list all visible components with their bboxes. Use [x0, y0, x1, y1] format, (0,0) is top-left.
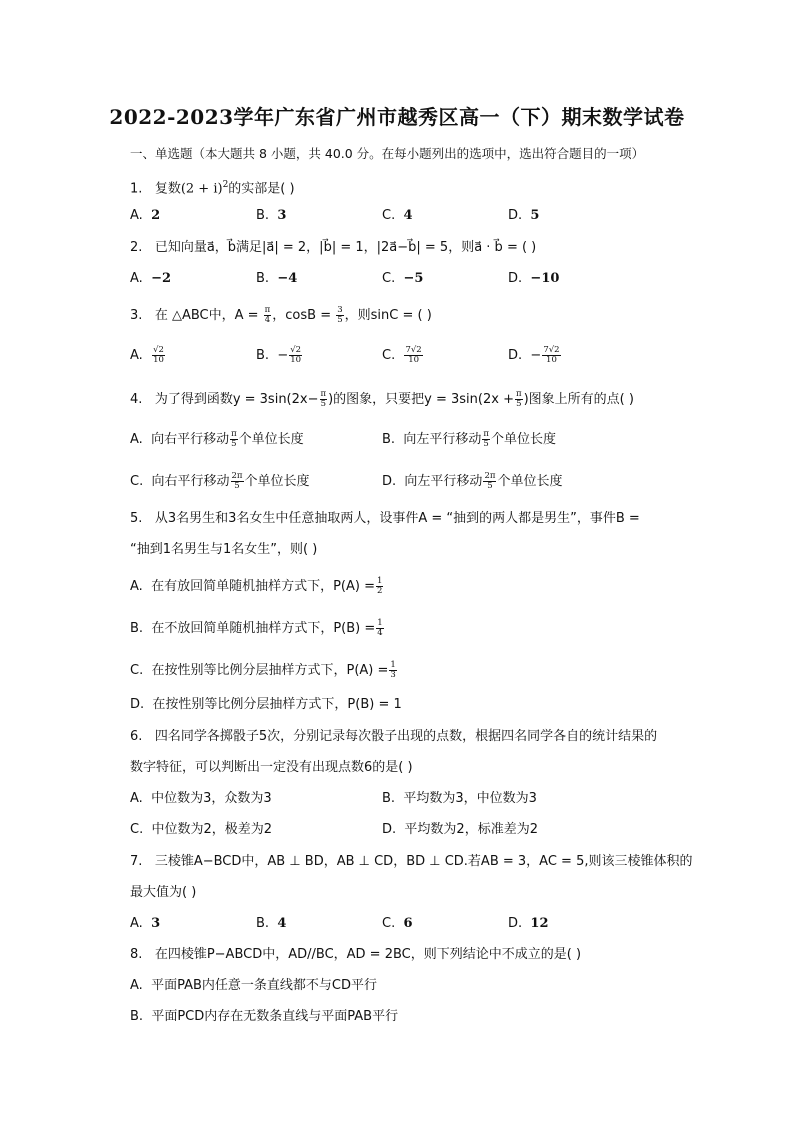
- option-c: C. 6: [382, 916, 413, 931]
- question-6: [130, 728, 657, 746]
- question-text: ，则sinC = ( ): [344, 308, 432, 323]
- option-d: D. 5: [508, 208, 540, 223]
- question-number: 8.: [130, 947, 143, 962]
- question-text: 在四棱锥P−ABCD中，AD//BC，AD = 2BC，则下列结论中不成立的是( ): [154, 947, 582, 962]
- option-b: B. −4: [256, 271, 298, 286]
- option-b: B. 3: [256, 208, 287, 223]
- option-c: C. 中位数为2，极差为2: [130, 822, 273, 837]
- question-6-continued: 数字特征，可以判断出一定没有出现点数6的是( ): [130, 760, 413, 775]
- option-a: A. $\frac{√2}{10}$: [130, 345, 164, 365]
- option-d: D. 在按性别等比例分层抽样方式下，P(B) = 1: [130, 697, 402, 712]
- option-b: B. 向左平行移动 $\frac{\pi}{5}$ 个单位长度: [382, 429, 556, 449]
- exam-title: 2022-2023学年广东省广州市越秀区高一（下）期末数学试卷: [109, 105, 685, 129]
- question-text: 四名同学各掷骰子5次，分别记录每次骰子出现的点数，根据四名同学各自的统计结果的: [154, 729, 658, 744]
- question-2: [130, 239, 536, 257]
- option-b: B. − $\frac{√2}{10}$: [256, 345, 302, 365]
- question-text: 三棱锥A−BCD中，AB ⊥ BD，AB ⊥ CD，BD ⊥ CD.若AB = 3，AC = 5,则该三棱锥体积的: [154, 854, 693, 869]
- question-7-continued: 最大值为( ): [130, 885, 197, 900]
- fraction: $\frac{3}{5}$: [337, 305, 343, 325]
- fraction: $\frac{\pi}{5}$: [320, 389, 327, 409]
- question-text: 从3名男生和3名女生中任意抽取两人，设事件A = “抽到的两人都是男生”，事件B =: [154, 511, 640, 526]
- question-number: 2.: [130, 240, 143, 255]
- question-8: [130, 946, 581, 964]
- question-text: )的图象，只要把y = 3sin(2x +: [328, 392, 514, 407]
- question-1: [130, 176, 295, 198]
- question-text: 在 △ABC中，A =: [154, 308, 259, 323]
- option-a: A. 在有放回简单随机抽样方式下，P(A) = $\frac{1}{2}$: [130, 576, 383, 596]
- question-number: 3.: [130, 308, 143, 323]
- option-c: C. 4: [382, 208, 413, 223]
- question-number: 6.: [130, 729, 143, 744]
- option-a: A. 中位数为3，众数为3: [130, 791, 272, 806]
- option-d: D. 平均数为2，标准差为2: [382, 822, 538, 837]
- math-superscript: 2: [222, 180, 229, 190]
- math-expression: (2 + i): [180, 181, 223, 197]
- section-header: 一、单选题（本大题共 8 小题，共 40.0 分。在每小题列出的选项中，选出符合题目的一项）: [130, 146, 645, 161]
- question-text: 为了得到函数y = 3sin(2x−: [154, 392, 319, 407]
- question-number: 4.: [130, 392, 143, 407]
- question-text: 已知向量a⃗，b⃗满足|a⃗| = 2，|b⃗| = 1，|2a⃗−b⃗| = 5，则a⃗ · b⃗ = ( ): [154, 240, 537, 255]
- option-b: B. 在不放回简单随机抽样方式下，P(B) = $\frac{1}{4}$: [130, 618, 383, 638]
- question-number: 1.: [130, 181, 143, 197]
- option-c: C. −5: [382, 271, 424, 286]
- option-d: D. 12: [508, 916, 549, 931]
- option-a: A. −2: [130, 271, 172, 286]
- option-c: C. $\frac{7√2}{10}$: [382, 345, 422, 365]
- option-b: B. 平面PCD内存在无数条直线与平面PAB平行: [130, 1009, 399, 1024]
- option-a: A. 向右平行移动 $\frac{\pi}{5}$ 个单位长度: [130, 429, 304, 449]
- question-text: 的实部是( ): [228, 181, 295, 197]
- question-5-continued: “抽到1名男生与1名女生”，则( ): [130, 542, 318, 557]
- option-d: D. − $\frac{7√2}{10}$: [508, 345, 560, 365]
- question-5: [130, 510, 640, 528]
- question-number: 5.: [130, 511, 143, 526]
- option-c: C. 在按性别等比例分层抽样方式下，P(A) = $\frac{1}{3}$: [130, 660, 396, 680]
- option-c: C. 向右平行移动 $\frac{2\pi}{5}$ 个单位长度: [130, 471, 310, 491]
- question-text: 复数: [154, 181, 181, 197]
- option-b: B. 平均数为3，中位数为3: [382, 791, 537, 806]
- question-3: [130, 306, 432, 325]
- option-b: B. 4: [256, 916, 287, 931]
- option-a: A. 平面PAB内任意一条直线都不与CD平行: [130, 978, 377, 993]
- option-d: D. 向左平行移动 $\frac{2\pi}{5}$ 个单位长度: [382, 471, 563, 491]
- question-4: [130, 390, 634, 409]
- fraction: $\frac{\pi}{5}$: [515, 389, 522, 409]
- question-text: ，cosB =: [272, 308, 332, 323]
- option-a: A. 3: [130, 916, 161, 931]
- question-text: )图象上所有的点( ): [523, 392, 634, 407]
- option-a: A. 2: [130, 208, 161, 223]
- fraction: $\frac{\pi}{4}$: [264, 305, 271, 325]
- question-7: [130, 853, 692, 871]
- option-d: D. −10: [508, 271, 560, 286]
- question-number: 7.: [130, 854, 143, 869]
